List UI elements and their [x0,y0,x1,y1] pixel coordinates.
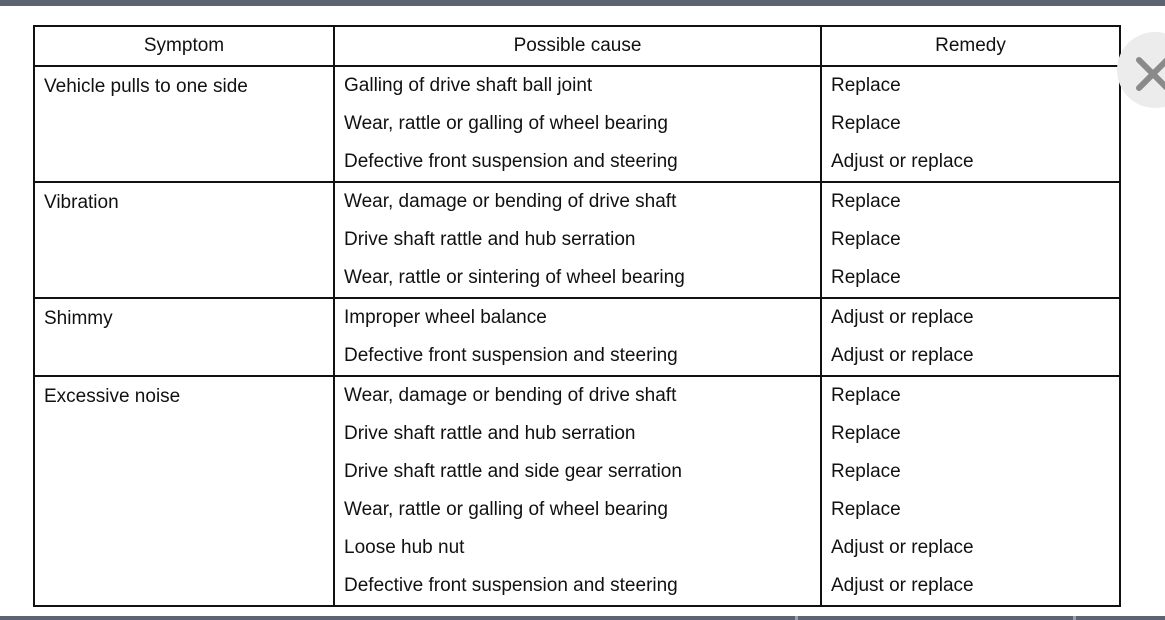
troubleshooting-table [33,25,1121,607]
cause-cell: Defective front suspension and steering [334,143,821,182]
remedy-cell: Adjust or replace [821,529,1120,567]
top-frame-bar [0,0,1165,6]
table-row [34,376,1120,415]
remedy-cell: Replace [821,491,1120,529]
table-header-row [34,26,1120,66]
remedy-cell: Replace [821,105,1120,143]
cause-cell: Wear, damage or bending of drive shaft [334,376,821,415]
close-button[interactable] [1117,32,1165,108]
cause-cell: Improper wheel balance [334,298,821,337]
cause-cell: Loose hub nut [334,529,821,567]
cause-cell: Drive shaft rattle and hub serration [334,415,821,453]
cause-cell: Wear, rattle or sintering of wheel bearing [334,259,821,298]
symptom-cell: Vehicle pulls to one side [34,66,334,182]
remedy-cell: Adjust or replace [821,143,1120,182]
table-row [34,182,1120,221]
bottom-divider [1073,616,1076,620]
remedy-cell: Replace [821,259,1120,298]
table-row [34,66,1120,105]
cause-cell: Defective front suspension and steering [334,337,821,376]
remedy-cell: Adjust or replace [821,337,1120,376]
close-icon [1133,54,1165,94]
remedy-cell: Replace [821,453,1120,491]
remedy-cell: Adjust or replace [821,567,1120,606]
symptom-cell: Shimmy [34,298,334,376]
remedy-cell: Replace [821,221,1120,259]
bottom-divider [795,616,798,620]
remedy-cell: Replace [821,376,1120,415]
cause-cell: Galling of drive shaft ball joint [334,66,821,105]
cause-cell: Drive shaft rattle and hub serration [334,221,821,259]
cause-cell: Wear, damage or bending of drive shaft [334,182,821,221]
cause-cell: Drive shaft rattle and side gear serration [334,453,821,491]
cause-cell: Defective front suspension and steering [334,567,821,606]
troubleshooting-document [33,25,1119,607]
symptom-cell: Excessive noise [34,376,334,606]
table-row [34,298,1120,337]
cause-cell: Wear, rattle or galling of wheel bearing [334,491,821,529]
remedy-cell: Replace [821,182,1120,221]
header-possible-cause: Possible cause [334,26,821,66]
symptom-cell: Vibration [34,182,334,298]
bottom-frame-bar [0,616,1165,620]
header-remedy: Remedy [821,26,1120,66]
remedy-cell: Replace [821,66,1120,105]
cause-cell: Wear, rattle or galling of wheel bearing [334,105,821,143]
remedy-cell: Adjust or replace [821,298,1120,337]
header-symptom: Symptom [34,26,334,66]
remedy-cell: Replace [821,415,1120,453]
